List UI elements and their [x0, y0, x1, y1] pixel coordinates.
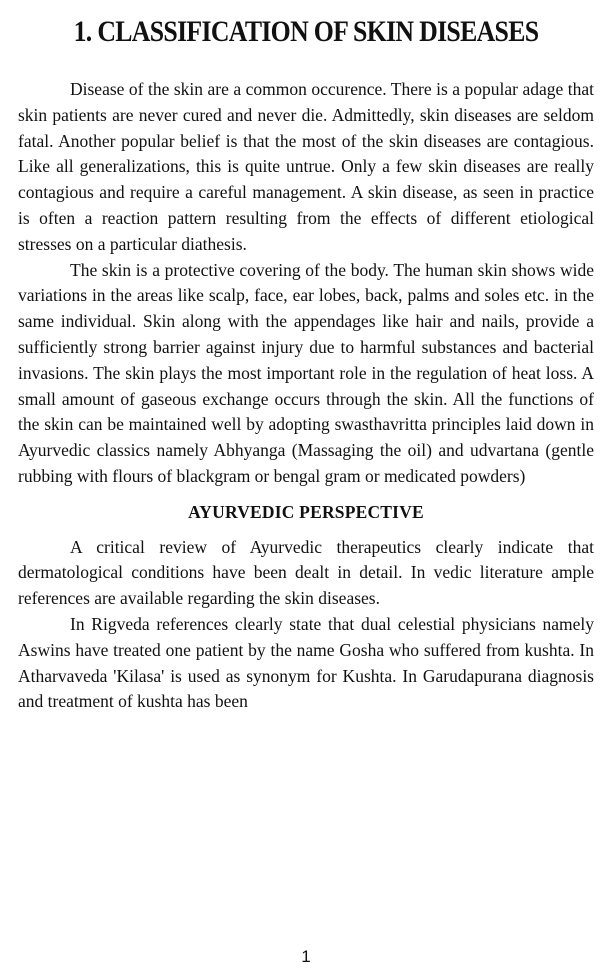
paragraph-vedic-references: In Rigveda references clearly state that dual celestial physicians namely Aswins have treated one patient by the name Gosha who suffered from kushta. In Atharvaveda 'Kilasa' is used as synonym for Kushta. In Garudapurana diagnosis and treatment of kushta has been: [18, 613, 594, 712]
paragraph-critical-review: A critical review of Ayurvedic therapeutics clearly indicate that dermatological conditions have been dealt in detail. In vedic literature ample references are available regarding the skin diseases.: [18, 536, 594, 609]
chapter-title: 1. CLASSIFICATION OF SKIN DISEASES: [73, 15, 539, 48]
page-body: [18, 77, 594, 715]
book-page: [18, 0, 594, 979]
paragraph-skin-function: The skin is a protective covering of the body. The human skin shows wide variations in the areas like scalp, face, ear lobes, back, palms and soles etc. in the same individual. Skin along with the appendages like hair and nails, provide a sufficiently strong barrier against injury due to harmful substances and bacterial invasions. The skin plays the most important role in the regulation of heat loss. A small amount of gaseous exchange occurs through the skin. All the functions of the skin can be maintained well by adopting swasthavritta principles laid down in Ayurvedic classics namely Abhyanga (Massaging the oil) and udvartana (gentle rubbing with flours of blackgram or bengal gram or medicated powders): [18, 259, 594, 486]
page-number: 1: [301, 947, 311, 966]
paragraph-disease-intro: Disease of the skin are a common occurence. There is a popular adage that skin patients are never cured and never die. Admittedly, skin diseases are seldom fatal. Another popular belief is that the most of the skin diseases are contagious. Like all generalizations, this is quite untrue. Only a few skin diseases are really contagious and require a careful management. A skin disease, as seen in practice is often a reaction pattern resulting from the effects of different etiological stresses on a particular diathesis.: [18, 79, 594, 254]
section-heading-ayurvedic-perspective: AYURVEDIC PERSPECTIVE: [188, 501, 424, 522]
